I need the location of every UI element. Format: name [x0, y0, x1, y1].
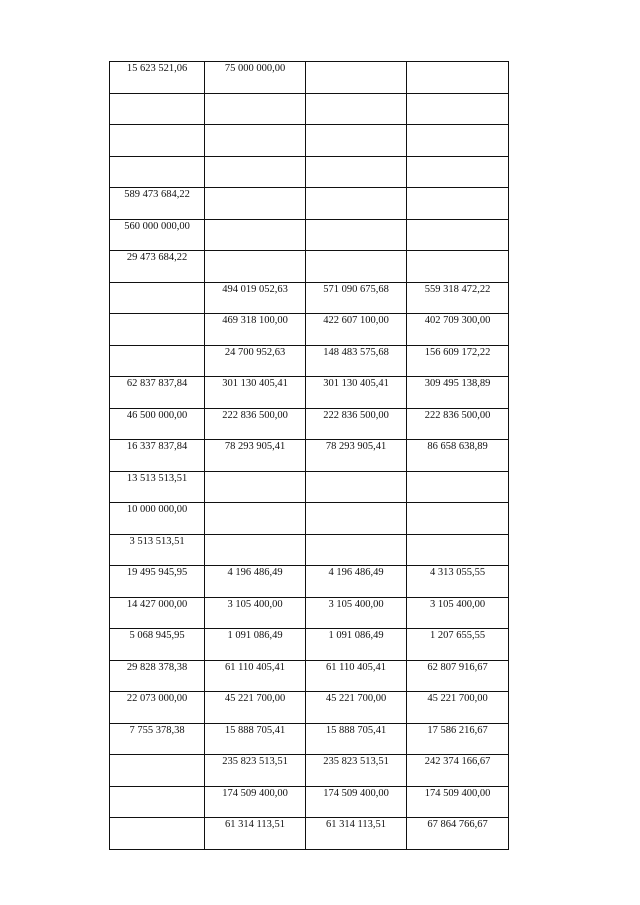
- table-cell: 589 473 684,22: [110, 188, 205, 220]
- table-cell: 4 196 486,49: [306, 566, 407, 598]
- table-cell: 45 221 700,00: [205, 692, 306, 724]
- table-cell: 29 473 684,22: [110, 251, 205, 283]
- table-row: [110, 755, 509, 787]
- table-row: [110, 818, 509, 850]
- table-cell: [110, 156, 205, 188]
- table-cell: [205, 251, 306, 283]
- table-cell: [306, 188, 407, 220]
- table-cell: 402 709 300,00: [407, 314, 509, 346]
- table-cell: [205, 219, 306, 251]
- table-cell: [407, 93, 509, 125]
- table-cell: [407, 62, 509, 94]
- table-row: [110, 62, 509, 94]
- table-cell: 4 313 055,55: [407, 566, 509, 598]
- table-cell: [110, 125, 205, 157]
- table-cell: [205, 534, 306, 566]
- table-cell: 174 509 400,00: [306, 786, 407, 818]
- table-cell: 1 091 086,49: [205, 629, 306, 661]
- table-cell: 174 509 400,00: [205, 786, 306, 818]
- table-cell: [306, 503, 407, 535]
- table-cell: 29 828 378,38: [110, 660, 205, 692]
- table-row: [110, 692, 509, 724]
- table-cell: 22 073 000,00: [110, 692, 205, 724]
- table-row: [110, 534, 509, 566]
- table-cell: 17 586 216,67: [407, 723, 509, 755]
- table-cell: 174 509 400,00: [407, 786, 509, 818]
- table-cell: 469 318 100,00: [205, 314, 306, 346]
- table-row: [110, 440, 509, 472]
- table-row: [110, 282, 509, 314]
- table-cell: 62 837 837,84: [110, 377, 205, 409]
- table-cell: [407, 219, 509, 251]
- table-cell: 61 110 405,41: [205, 660, 306, 692]
- table-cell: [306, 156, 407, 188]
- table-cell: 62 807 916,67: [407, 660, 509, 692]
- table-cell: [110, 282, 205, 314]
- table-cell: 67 864 766,67: [407, 818, 509, 850]
- table-row: [110, 377, 509, 409]
- table-cell: 19 495 945,95: [110, 566, 205, 598]
- table-cell: 75 000 000,00: [205, 62, 306, 94]
- table-cell: 24 700 952,63: [205, 345, 306, 377]
- table-cell: 422 607 100,00: [306, 314, 407, 346]
- table-cell: 571 090 675,68: [306, 282, 407, 314]
- table-cell: 242 374 166,67: [407, 755, 509, 787]
- table-cell: 235 823 513,51: [205, 755, 306, 787]
- table-cell: [205, 471, 306, 503]
- table-cell: 235 823 513,51: [306, 755, 407, 787]
- table-row: [110, 471, 509, 503]
- table-row: [110, 629, 509, 661]
- table-cell: [306, 471, 407, 503]
- table-row: [110, 314, 509, 346]
- table-cell: [110, 755, 205, 787]
- table-cell: 78 293 905,41: [205, 440, 306, 472]
- table-cell: 3 105 400,00: [205, 597, 306, 629]
- table-cell: [306, 93, 407, 125]
- table-cell: [407, 471, 509, 503]
- table-cell: 222 836 500,00: [407, 408, 509, 440]
- table-cell: [110, 93, 205, 125]
- table-cell: 46 500 000,00: [110, 408, 205, 440]
- table-cell: [306, 125, 407, 157]
- table-cell: 5 068 945,95: [110, 629, 205, 661]
- table-cell: [205, 93, 306, 125]
- table-cell: [205, 188, 306, 220]
- table-cell: [407, 188, 509, 220]
- table-row: [110, 125, 509, 157]
- table-row: [110, 345, 509, 377]
- table-row: [110, 219, 509, 251]
- table-cell: [306, 251, 407, 283]
- table-cell: 301 130 405,41: [205, 377, 306, 409]
- table-cell: 15 888 705,41: [205, 723, 306, 755]
- table-cell: 15 888 705,41: [306, 723, 407, 755]
- table-cell: [306, 219, 407, 251]
- table-row: [110, 566, 509, 598]
- table-row: [110, 597, 509, 629]
- table-cell: 3 105 400,00: [306, 597, 407, 629]
- table-cell: 61 110 405,41: [306, 660, 407, 692]
- table-cell: 14 427 000,00: [110, 597, 205, 629]
- table-cell: [306, 534, 407, 566]
- budget-table: [109, 61, 509, 850]
- table-cell: [407, 156, 509, 188]
- table-cell: 222 836 500,00: [306, 408, 407, 440]
- table-cell: 222 836 500,00: [205, 408, 306, 440]
- table-cell: 7 755 378,38: [110, 723, 205, 755]
- table-cell: [407, 125, 509, 157]
- table-cell: 494 019 052,63: [205, 282, 306, 314]
- table-cell: [205, 156, 306, 188]
- table-cell: [110, 786, 205, 818]
- table-cell: [205, 503, 306, 535]
- table-cell: [205, 125, 306, 157]
- table-cell: 4 196 486,49: [205, 566, 306, 598]
- table-cell: 86 658 638,89: [407, 440, 509, 472]
- table-cell: 3 105 400,00: [407, 597, 509, 629]
- table-cell: 1 091 086,49: [306, 629, 407, 661]
- table-cell: 1 207 655,55: [407, 629, 509, 661]
- table-cell: [306, 62, 407, 94]
- table-cell: 13 513 513,51: [110, 471, 205, 503]
- table-row: [110, 503, 509, 535]
- table-cell: [407, 503, 509, 535]
- table-cell: 3 513 513,51: [110, 534, 205, 566]
- table-cell: 61 314 113,51: [306, 818, 407, 850]
- table-cell: 45 221 700,00: [306, 692, 407, 724]
- table-cell: 15 623 521,06: [110, 62, 205, 94]
- table-body: [110, 62, 509, 850]
- table-row: [110, 786, 509, 818]
- table-cell: 148 483 575,68: [306, 345, 407, 377]
- table-cell: [110, 314, 205, 346]
- table-row: [110, 408, 509, 440]
- table-row: [110, 188, 509, 220]
- table-row: [110, 156, 509, 188]
- table-row: [110, 93, 509, 125]
- table-cell: 560 000 000,00: [110, 219, 205, 251]
- table-row: [110, 251, 509, 283]
- table-cell: 559 318 472,22: [407, 282, 509, 314]
- table-row: [110, 723, 509, 755]
- table-cell: [407, 251, 509, 283]
- table-cell: 309 495 138,89: [407, 377, 509, 409]
- table-cell: [407, 534, 509, 566]
- table-cell: 45 221 700,00: [407, 692, 509, 724]
- table-cell: 16 337 837,84: [110, 440, 205, 472]
- table-cell: 156 609 172,22: [407, 345, 509, 377]
- table-cell: 78 293 905,41: [306, 440, 407, 472]
- table-cell: 301 130 405,41: [306, 377, 407, 409]
- table-row: [110, 660, 509, 692]
- table-cell: [110, 345, 205, 377]
- table-cell: 10 000 000,00: [110, 503, 205, 535]
- table-cell: [110, 818, 205, 850]
- table-cell: 61 314 113,51: [205, 818, 306, 850]
